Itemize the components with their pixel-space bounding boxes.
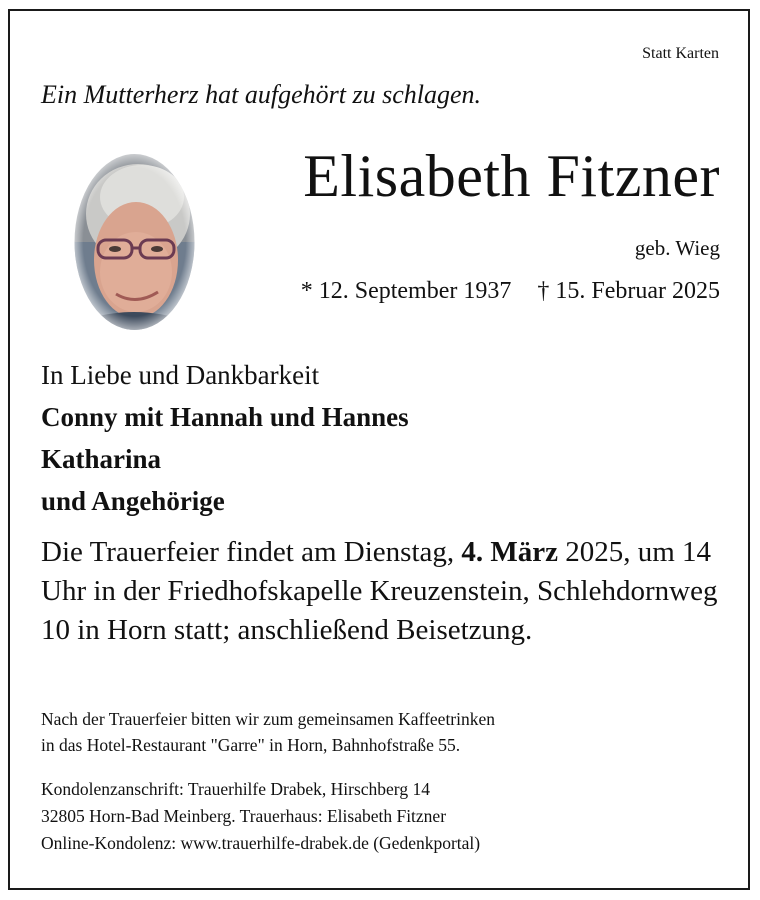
deceased-name: Elisabeth Fitzner: [303, 143, 720, 209]
service-text-end: 2025, um 14 Uhr in der Friedhofskapelle Kreuzenstein, Schlehdornweg 10 in Horn statt; anschließend Beisetzung.: [41, 536, 718, 646]
mourner-line: Conny mit Hannah und Hannes: [41, 402, 409, 432]
death-date: † 15. Februar 2025: [537, 278, 720, 304]
reception-line: in das Hotel-Restaurant "Garre" in Horn, Bahnhofstraße 55.: [41, 735, 461, 755]
mourner-line: Katharina: [41, 444, 162, 474]
birth-name: geb. Wieg: [634, 236, 720, 260]
gratitude-line: In Liebe und Dankbarkeit: [41, 360, 320, 390]
contact-line: 32805 Horn-Bad Meinberg. Trauerhaus: Elisabeth Fitzner: [41, 806, 447, 826]
service-text-start: Die Trauerfeier findet am Dienstag,: [41, 536, 462, 568]
mourner-line: und Angehörige: [41, 486, 225, 516]
contact-line: Online-Kondolenz: www.trauerhilfe-drabek.de (Gedenkportal): [41, 833, 481, 853]
header-note: Statt Karten: [642, 45, 719, 62]
service-details: [41, 533, 731, 650]
motto: Ein Mutterherz hat aufgehört zu schlagen.: [41, 80, 482, 109]
life-dates: [301, 278, 720, 305]
birth-date: * 12. September 1937: [300, 278, 512, 304]
portrait-photo: [72, 152, 197, 332]
contact-line: Kondolenzanschrift: Trauerhilfe Drabek, Hirschberg 14: [41, 779, 430, 799]
portrait-area: [42, 138, 207, 338]
service-date: 4. März: [461, 536, 558, 568]
reception-line: Nach der Trauerfeier bitten wir zum gemeinsamen Kaffeetrinken: [41, 709, 496, 729]
